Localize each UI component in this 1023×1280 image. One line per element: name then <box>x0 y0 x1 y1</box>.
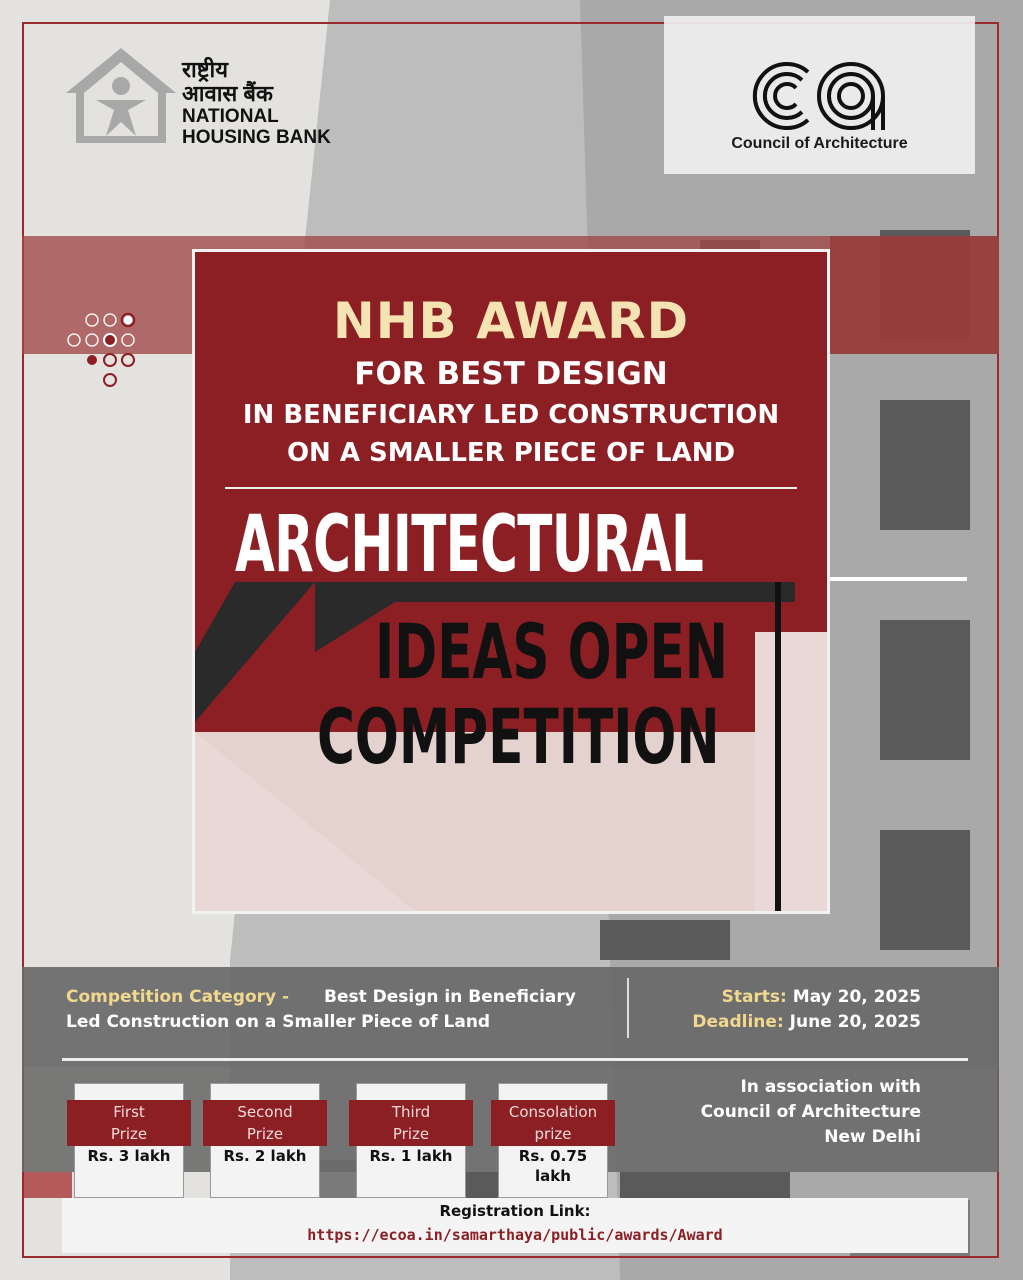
prize-card-third <box>356 1083 466 1198</box>
start-label: Starts: <box>721 987 787 1007</box>
category-label: Competition Category - <box>66 987 290 1007</box>
award-heading: NHB AWARD <box>332 292 690 350</box>
prize-label <box>203 1100 327 1146</box>
prize-value <box>365 1146 457 1166</box>
prize-label-line2: Prize <box>110 1125 148 1143</box>
nhb-hindi-line2: आवास बैंक <box>182 81 273 106</box>
prize-label-line2: prize <box>534 1125 572 1143</box>
prize-value <box>219 1146 311 1166</box>
prize-value-line2: lakh <box>535 1167 571 1185</box>
ca-name: Council of Architecture <box>731 135 908 152</box>
start-value: May 20, 2025 <box>792 987 921 1007</box>
category-text-line1: Best Design in Beneficiary <box>324 987 576 1007</box>
deadline-value: June 20, 2025 <box>789 1012 921 1032</box>
association-text <box>701 1075 921 1150</box>
panel-divider <box>225 487 797 489</box>
prize-value <box>83 1146 175 1166</box>
prize-label-line1: First <box>113 1103 145 1121</box>
ca-logo-box <box>664 16 975 174</box>
nhb-house-logo-icon <box>66 48 176 148</box>
dots-decoration-icon <box>64 312 144 392</box>
info-horizontal-divider <box>62 1058 968 1061</box>
prize-card-consolation <box>498 1083 608 1198</box>
registration-label: Registration Link: <box>439 1202 591 1220</box>
registration-box <box>62 1198 968 1253</box>
main-title-panel <box>192 249 830 914</box>
nhb-english-line2: HOUSING BANK <box>182 127 331 148</box>
prize-card-first <box>74 1083 184 1198</box>
title-architectural: ARCHITECTURAL <box>235 500 704 590</box>
deadline-date <box>692 1012 921 1032</box>
award-subheading-3: ON A SMALLER PIECE OF LAND <box>286 438 736 468</box>
prize-value-line1: Rs. 3 lakh <box>87 1147 171 1165</box>
association-line2: Council of Architecture <box>700 1102 921 1122</box>
prize-label <box>491 1100 615 1146</box>
ca-monogram-icon <box>746 54 891 144</box>
category-text-line2: Led Construction on a Smaller Piece of Land <box>66 1012 491 1032</box>
prize-label-line1: Consolation <box>508 1103 598 1121</box>
prize-value-line1: Rs. 0.75 <box>518 1147 588 1165</box>
prize-label-line2: Prize <box>246 1125 284 1143</box>
award-subheading-1: FOR BEST DESIGN <box>354 356 668 392</box>
nhb-hindi-line1: राष्ट्रीय <box>182 57 229 82</box>
prize-value-line1: Rs. 1 lakh <box>369 1147 453 1165</box>
prize-label <box>349 1100 473 1146</box>
title-ideas-open: IDEAS OPEN <box>375 607 729 696</box>
title-competition: COMPETITION <box>317 692 720 781</box>
prize-card-second <box>210 1083 320 1198</box>
prize-label-line1: Second <box>237 1103 293 1121</box>
title-extension-line <box>830 577 967 581</box>
association-line3: New Delhi <box>824 1127 921 1147</box>
nhb-english-line1: NATIONAL <box>182 106 279 127</box>
nhb-name <box>182 58 331 148</box>
deadline-label: Deadline: <box>692 1012 784 1032</box>
registration-link[interactable]: https://ecoa.in/samarthaya/public/awards/Award <box>307 1226 723 1244</box>
prize-label <box>67 1100 191 1146</box>
red-band-right <box>830 236 999 354</box>
prize-value-line1: Rs. 2 lakh <box>223 1147 307 1165</box>
award-subheading-2: IN BENEFICIARY LED CONSTRUCTION <box>242 400 780 430</box>
prize-label-line1: Third <box>391 1103 431 1121</box>
prize-value <box>507 1146 599 1186</box>
info-vertical-divider <box>627 978 629 1038</box>
start-date <box>722 987 921 1007</box>
prize-label-line2: Prize <box>392 1125 430 1143</box>
association-line1: In association with <box>740 1077 921 1097</box>
